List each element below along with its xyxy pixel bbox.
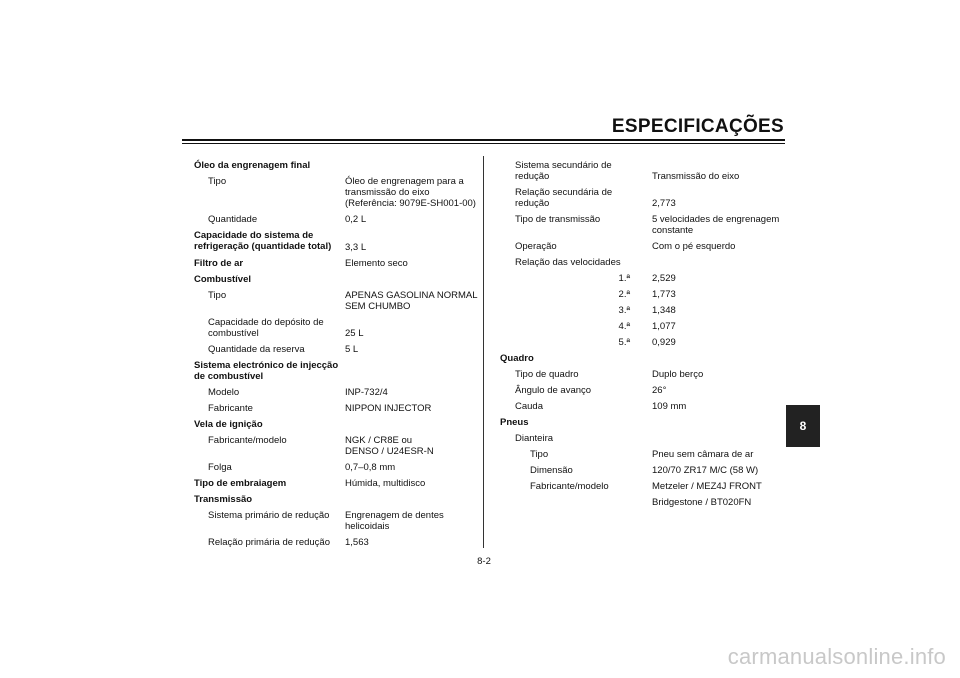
- spec-label: Folga: [208, 462, 232, 473]
- spec-label: Operação: [515, 241, 557, 252]
- spec-value: Húmida, multidisco: [345, 478, 426, 489]
- spec-label: Quantidade da reserva: [208, 344, 305, 355]
- spec-value: Duplo berço: [652, 369, 704, 380]
- gear-value: 1,348: [652, 305, 676, 316]
- spec-label: Quantidade: [208, 214, 258, 225]
- spec-label: Sistema secundário de: [515, 160, 612, 171]
- header-rule-thick: [182, 139, 785, 141]
- spec-value: Transmissão do eixo: [652, 171, 740, 182]
- spec-label: Modelo: [208, 387, 240, 398]
- gear-label: 5.ª: [618, 337, 630, 348]
- spec-label: Ângulo de avanço: [515, 385, 592, 396]
- spec-value: 120/70 ZR17 M/C (58 W): [652, 465, 759, 476]
- spec-value: Bridgestone / BT020FN: [652, 497, 752, 508]
- spec-value: DENSO / U24ESR-N: [345, 446, 434, 457]
- spec-label: Fabricante: [208, 403, 253, 414]
- spec-label: Tipo de quadro: [515, 369, 579, 380]
- section-heading: Vela de ignição: [194, 419, 263, 430]
- gear-value: 2,529: [652, 273, 676, 284]
- spec-value: 3,3 L: [345, 242, 367, 253]
- gear-label: 4.ª: [618, 321, 630, 332]
- spec-value: 1,563: [345, 537, 369, 548]
- spec-value: 26°: [652, 385, 667, 396]
- spec-value: transmissão do eixo: [345, 187, 430, 198]
- gear-value: 0,929: [652, 337, 676, 348]
- spec-value: INP-732/4: [345, 387, 388, 398]
- spec-label: Dimensão: [530, 465, 573, 476]
- header-rule-thin: [182, 143, 785, 144]
- spec-value: constante: [652, 225, 694, 236]
- gear-label: 3.ª: [618, 305, 630, 316]
- spec-value: 109 mm: [652, 401, 687, 412]
- section-heading: Transmissão: [194, 494, 253, 505]
- spec-label: Fabricante/modelo: [208, 435, 287, 446]
- section-heading: Sistema electrónico de injecção: [194, 360, 339, 371]
- section-heading: de combustível: [194, 371, 264, 382]
- spec-value: 2,773: [652, 198, 676, 209]
- gear-value: 1,773: [652, 289, 676, 300]
- chapter-tab: 8: [786, 405, 820, 447]
- section-heading: Combustível: [194, 274, 252, 285]
- spec-value: 25 L: [345, 328, 364, 339]
- section-heading: Pneus: [500, 417, 529, 428]
- spec-value: helicoidais: [345, 521, 390, 532]
- gear-label: 1.ª: [618, 273, 630, 284]
- spec-value: (Referência: 9079E-SH001-00): [345, 198, 476, 209]
- spec-value: 0,2 L: [345, 214, 367, 225]
- gear-label: 2.ª: [618, 289, 630, 300]
- section-heading: refrigeração (quantidade total): [194, 241, 332, 252]
- section-heading: Óleo da engrenagem final: [194, 160, 311, 171]
- spec-label: Capacidade do depósito de: [208, 317, 324, 328]
- spec-label: Tipo: [208, 176, 227, 187]
- spec-label: Tipo: [530, 449, 549, 460]
- page-title: ESPECIFICAÇÕES: [611, 116, 784, 137]
- spec-value: NGK / CR8E ou: [345, 435, 413, 446]
- spec-label: combustível: [208, 328, 259, 339]
- spec-label: Relação secundária de: [515, 187, 613, 198]
- spec-value: 5 L: [345, 344, 359, 355]
- spec-label: redução: [515, 198, 550, 209]
- section-heading: Filtro de ar: [194, 258, 244, 269]
- spec-label: Tipo: [208, 290, 227, 301]
- spec-label: Relação primária de redução: [208, 537, 330, 548]
- section-heading: Tipo de embraiagem: [194, 478, 287, 489]
- gear-value: 1,077: [652, 321, 676, 332]
- spec-value: SEM CHUMBO: [345, 301, 411, 312]
- spec-value: Óleo de engrenagem para a: [345, 176, 464, 187]
- spec-label: Dianteira: [515, 433, 554, 444]
- spec-value: 0,7–0,8 mm: [345, 462, 396, 473]
- spec-value: Metzeler / MEZ4J FRONT: [652, 481, 762, 492]
- spec-value: Elemento seco: [345, 258, 408, 269]
- spec-label: Fabricante/modelo: [530, 481, 609, 492]
- spec-value: 5 velocidades de engrenagem: [652, 214, 780, 225]
- spec-label: Tipo de transmissão: [515, 214, 601, 225]
- spec-value: NIPPON INJECTOR: [345, 403, 432, 414]
- spec-label: redução: [515, 171, 550, 182]
- spec-label: Cauda: [515, 401, 543, 412]
- watermark: carmanualsonline.info: [727, 644, 946, 669]
- spec-value: Com o pé esquerdo: [652, 241, 736, 252]
- section-heading: Quadro: [500, 353, 534, 364]
- spec-value: Engrenagem de dentes: [345, 510, 444, 521]
- spec-label: Relação das velocidades: [515, 257, 621, 268]
- spec-label: Sistema primário de redução: [208, 510, 330, 521]
- section-heading: Capacidade do sistema de: [194, 230, 314, 241]
- spec-value: Pneu sem câmara de ar: [652, 449, 754, 460]
- column-divider: [483, 156, 484, 548]
- spec-value: APENAS GASOLINA NORMAL: [345, 290, 478, 301]
- page-number: 8-2: [477, 556, 491, 567]
